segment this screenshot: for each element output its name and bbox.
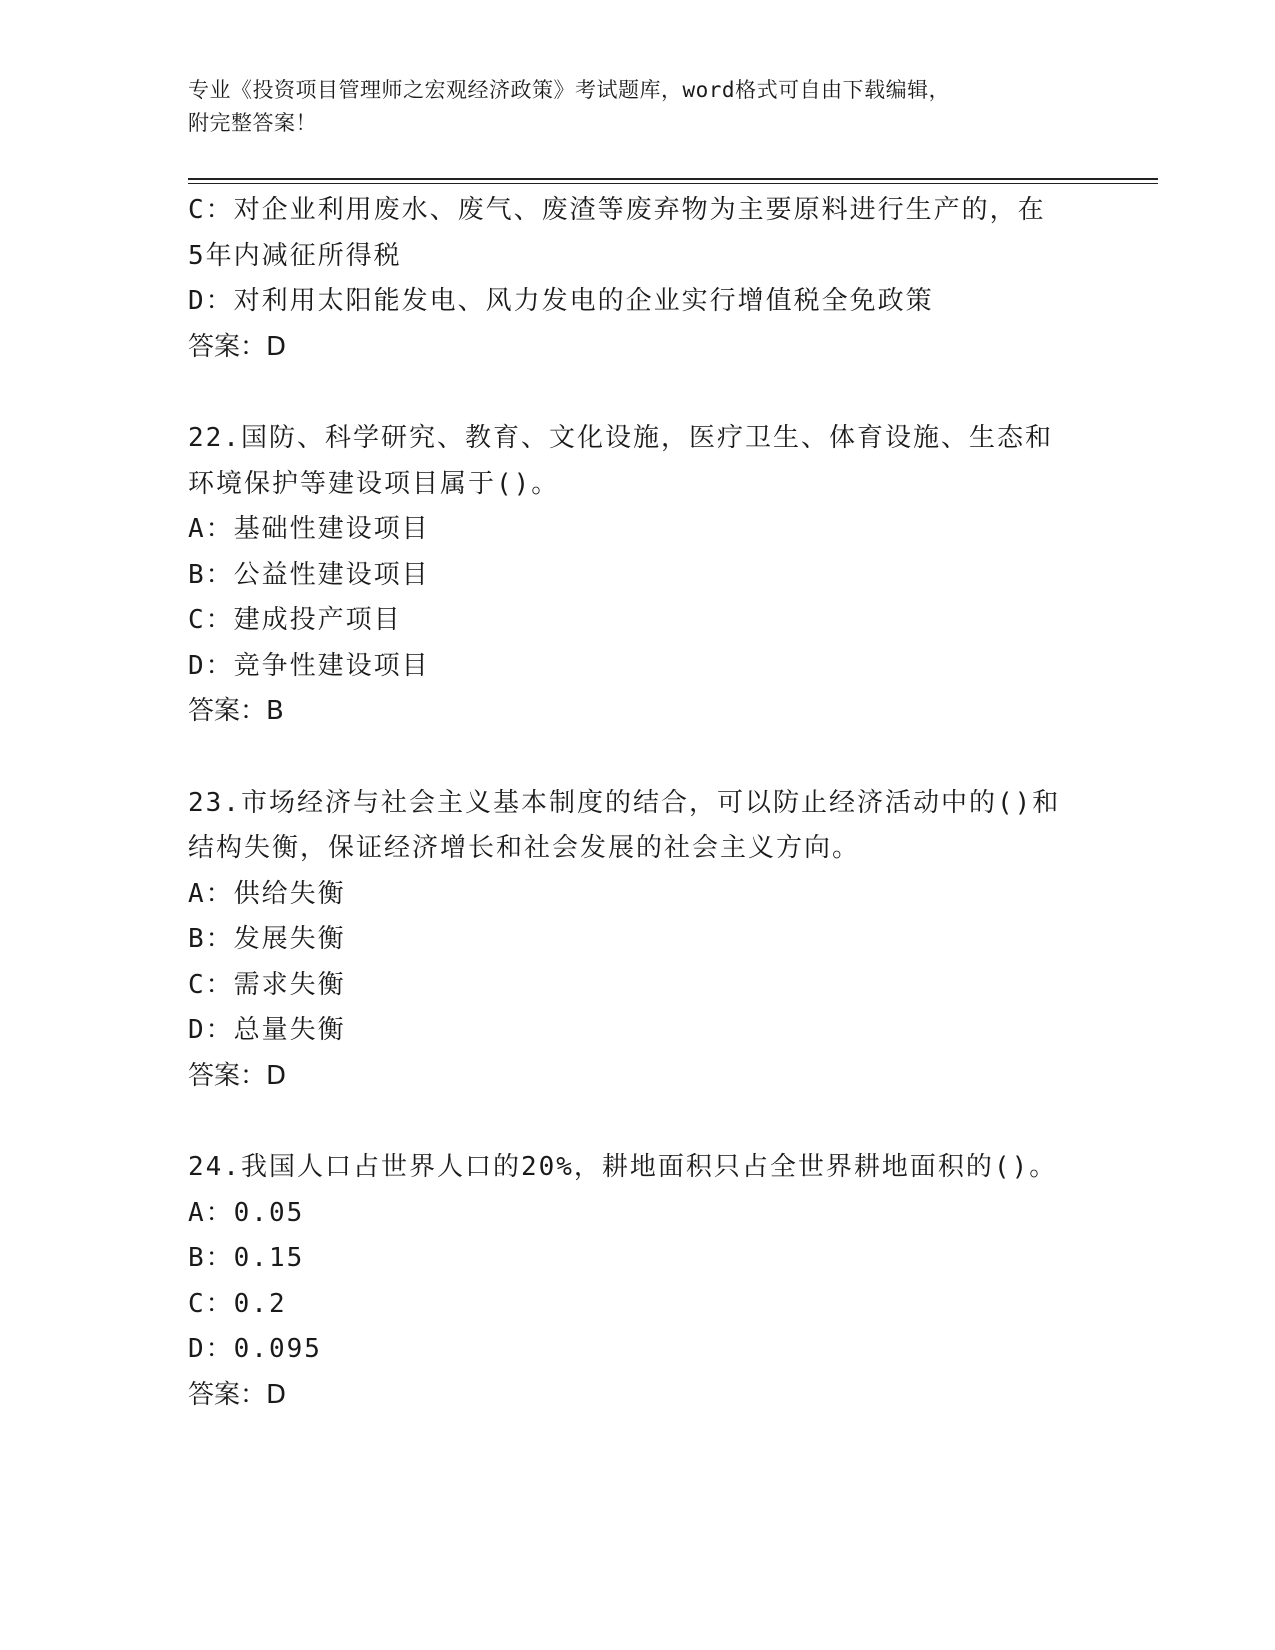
header-line-1: 专业《投资项目管理师之宏观经济政策》考试题库，word格式可自由下载编辑， bbox=[188, 78, 951, 102]
answer: 答案：B bbox=[188, 696, 284, 726]
option-d: D：总量失衡 bbox=[188, 1015, 346, 1045]
spacer bbox=[188, 1099, 1088, 1145]
question-23 bbox=[188, 781, 1088, 1100]
answer: 答案：D bbox=[188, 331, 287, 362]
question-stem-line-2: 环境保护等建设项目属于()。 bbox=[188, 468, 560, 499]
question-24 bbox=[188, 1145, 1088, 1418]
answer: 答案：D bbox=[188, 1060, 287, 1091]
option-c-line-2: 5年内减征所得税 bbox=[188, 240, 402, 271]
option-b: B：公益性建设项目 bbox=[188, 559, 430, 590]
option-c: C：0.2 bbox=[188, 1288, 287, 1319]
option-a: A：供给失衡 bbox=[188, 878, 346, 909]
option-d: D：0.095 bbox=[188, 1334, 322, 1364]
option-d: D：竞争性建设项目 bbox=[188, 650, 430, 681]
header-divider-thin bbox=[188, 183, 1158, 184]
question-stem-line-1: 24.我国人口占世界人口的20%，耕地面积只占全世界耕地面积的()。 bbox=[188, 1152, 1058, 1182]
document-body bbox=[188, 188, 1088, 1418]
option-c: C：建成投产项目 bbox=[188, 605, 402, 635]
spacer bbox=[188, 735, 1088, 781]
spacer bbox=[188, 370, 1088, 416]
document-header bbox=[188, 74, 1088, 140]
option-b: B：0.15 bbox=[188, 1243, 305, 1273]
answer: 答案：D bbox=[188, 1379, 287, 1410]
option-a: A：0.05 bbox=[188, 1197, 305, 1228]
question-stem-line-1: 22.国防、科学研究、教育、文化设施，医疗卫生、体育设施、生态和 bbox=[188, 423, 1053, 453]
question-22 bbox=[188, 416, 1088, 735]
question-21-continued bbox=[188, 188, 1088, 370]
header-line-2: 附完整答案！ bbox=[188, 111, 317, 135]
option-d: D：对利用太阳能发电、风力发电的企业实行增值税全免政策 bbox=[188, 286, 934, 316]
header-divider-thick bbox=[188, 178, 1158, 180]
option-c: C：需求失衡 bbox=[188, 969, 346, 1000]
question-stem-line-2: 结构失衡，保证经济增长和社会发展的社会主义方向。 bbox=[188, 833, 861, 863]
option-c-line-1: C：对企业利用废水、废气、废渣等废弃物为主要原料进行生产的，在 bbox=[188, 195, 1046, 225]
question-stem-line-1: 23.市场经济与社会主义基本制度的结合，可以防止经济活动中的()和 bbox=[188, 787, 1061, 818]
option-a: A：基础性建设项目 bbox=[188, 514, 430, 544]
option-b: B：发展失衡 bbox=[188, 924, 346, 954]
